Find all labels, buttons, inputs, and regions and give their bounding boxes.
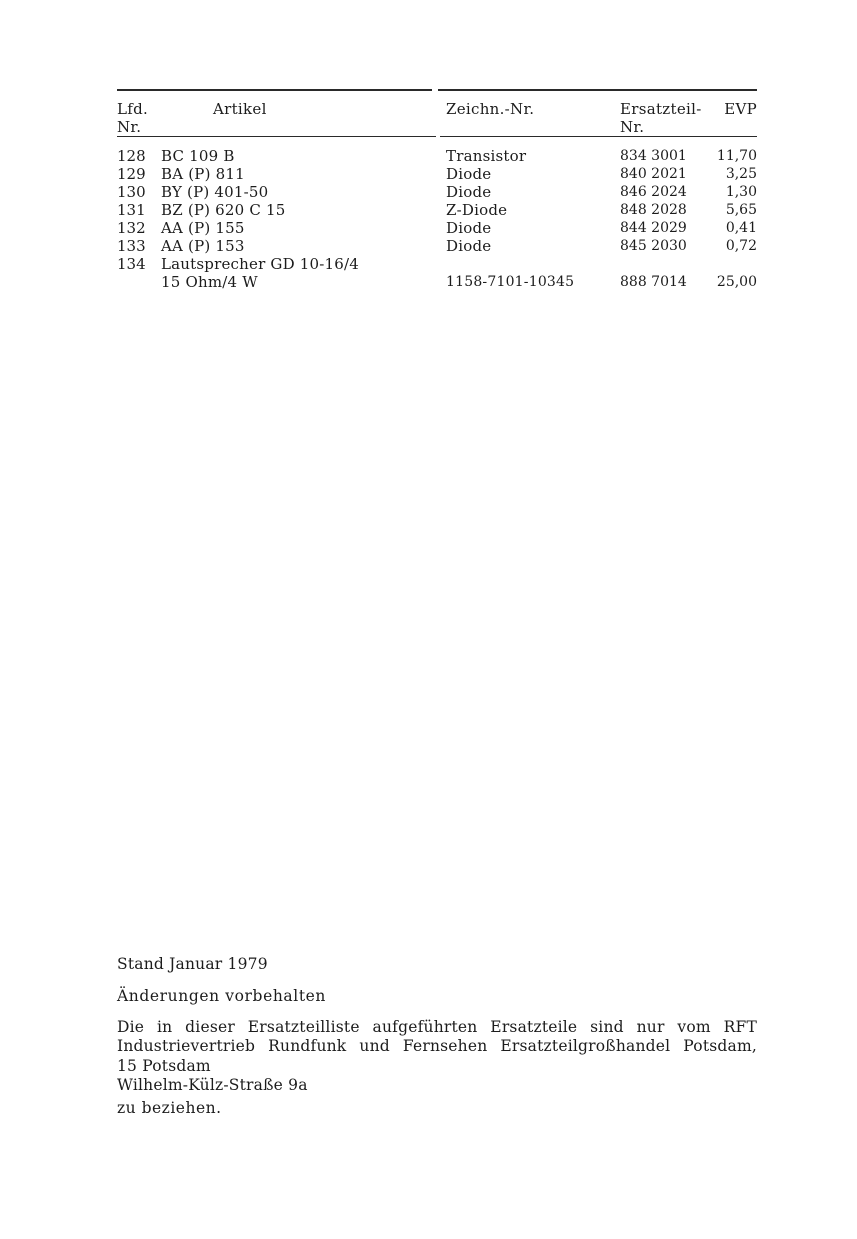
table-header-rule <box>440 136 757 137</box>
table-body <box>117 147 757 291</box>
cell-evp: 25,00 <box>716 274 757 290</box>
cell-artikel: BC 109 B <box>161 147 235 165</box>
cell-nr: 130 <box>117 183 146 201</box>
cell-artikel: BZ (P) 620 C 15 <box>161 201 286 219</box>
cell-nr: 132 <box>117 219 146 237</box>
supplier-note-line: Die in dieser Ersatzteilliste aufgeführten Ersatzteile sind nur vom RFT <box>117 1018 757 1036</box>
cell-nr: 129 <box>117 165 146 183</box>
table-row <box>117 183 757 201</box>
cell-nr: 131 <box>117 201 146 219</box>
cell-zeichn: Diode <box>446 237 492 255</box>
cell-evp: 3,25 <box>725 166 757 182</box>
table-row <box>117 201 757 219</box>
cell-zeichn: 1158-7101-10345 <box>446 274 575 290</box>
supplier-note-end: zu beziehen. <box>117 1099 222 1117</box>
header-zeichn-nr: Zeichn.-Nr. <box>446 100 535 118</box>
table-row <box>117 147 757 165</box>
address-street: Wilhelm-Külz-Straße 9a <box>117 1076 308 1094</box>
changes-reserved-note: Änderungen vorbehalten <box>117 987 327 1005</box>
header-ersatzteil-nr: Ersatzteil- Nr. <box>620 100 702 136</box>
cell-zeichn: Transistor <box>446 147 527 165</box>
cell-artikel: Lautsprecher GD 10-16/4 <box>161 255 360 273</box>
header-lfd-nr: Lfd. Nr. <box>117 100 149 136</box>
cell-zeichn: Diode <box>446 219 492 237</box>
cell-evp: 11,70 <box>716 148 757 164</box>
cell-nr: 134 <box>117 255 146 273</box>
cell-ersatzteil: 845 2030 <box>620 238 687 254</box>
header-artikel: Artikel <box>213 100 267 118</box>
cell-ersatzteil: 844 2029 <box>620 220 687 236</box>
table-top-rule <box>438 89 757 91</box>
table-top-rule <box>117 89 432 91</box>
cell-artikel: BY (P) 401-50 <box>161 183 269 201</box>
cell-artikel: 15 Ohm/4 W <box>161 273 258 291</box>
table-row <box>117 219 757 237</box>
cell-evp: 0,72 <box>725 238 757 254</box>
cell-zeichn: Diode <box>446 165 492 183</box>
cell-ersatzteil: 840 2021 <box>620 166 687 182</box>
supplier-note-line: Industrievertrieb Rundfunk und Fernsehen Ersatzteilgroßhandel Potsdam, <box>117 1037 757 1055</box>
cell-ersatzteil: 834 3001 <box>620 148 687 164</box>
cell-evp: 0,41 <box>725 220 757 236</box>
table-row <box>117 165 757 183</box>
cell-ersatzteil: 846 2024 <box>620 184 687 200</box>
cell-zeichn: Z-Diode <box>446 201 508 219</box>
cell-evp: 5,65 <box>725 202 757 218</box>
table-row <box>117 273 757 291</box>
cell-zeichn: Diode <box>446 183 492 201</box>
cell-artikel: BA (P) 811 <box>161 165 245 183</box>
header-evp: EVP <box>724 100 757 118</box>
cell-artikel: AA (P) 155 <box>161 219 245 237</box>
table-row <box>117 255 757 273</box>
cell-ersatzteil: 848 2028 <box>620 202 687 218</box>
cell-evp: 1,30 <box>725 184 757 200</box>
cell-ersatzteil: 888 7014 <box>620 274 687 290</box>
status-date: Stand Januar 1979 <box>117 955 268 973</box>
cell-nr: 128 <box>117 147 146 165</box>
table-header-rule <box>117 136 436 137</box>
table-row <box>117 237 757 255</box>
cell-artikel: AA (P) 153 <box>161 237 245 255</box>
cell-nr: 133 <box>117 237 146 255</box>
address-city: 15 Potsdam <box>117 1057 211 1075</box>
